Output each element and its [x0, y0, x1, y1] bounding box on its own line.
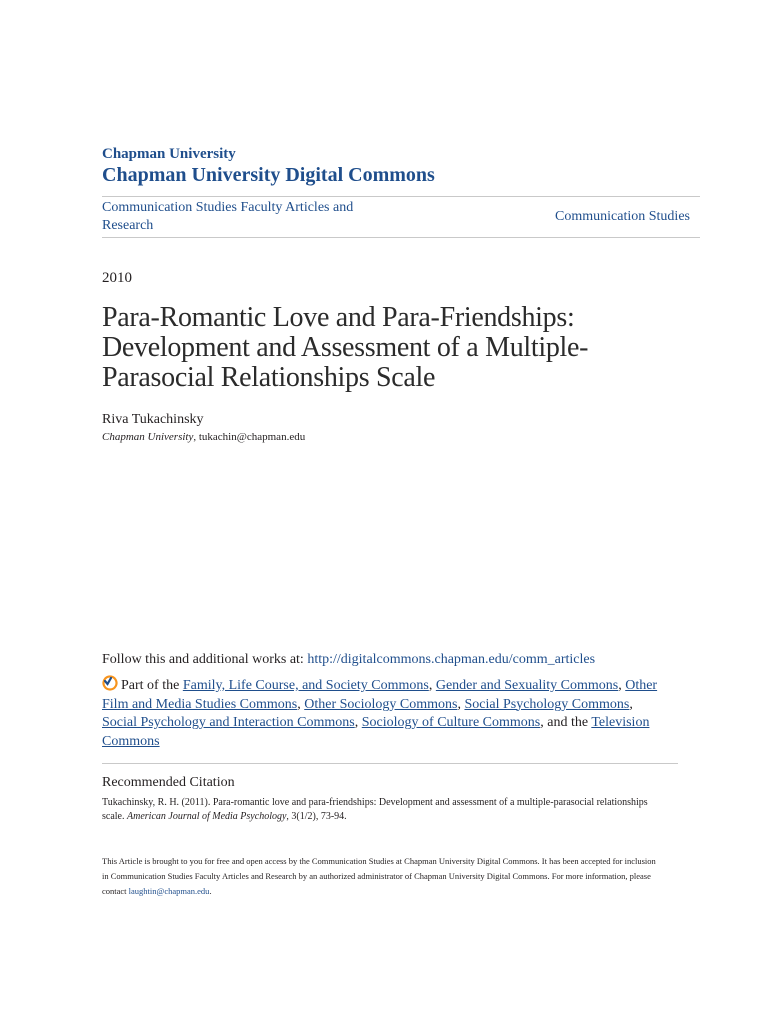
series-bar	[102, 196, 700, 238]
citation-journal: American Journal of Media Psychology	[127, 811, 287, 822]
affiliation-email: , tukachin@chapman.edu	[193, 431, 306, 443]
section-divider	[102, 763, 678, 764]
citation-heading: Recommended Citation	[102, 775, 235, 790]
discipline-link[interactable]: Social Psychology Commons	[464, 696, 630, 712]
separator: ,	[618, 678, 626, 693]
discipline-link[interactable]: Other Film and Media Studies Commons	[102, 678, 658, 712]
institution-header	[102, 145, 435, 187]
discipline-link[interactable]: Television Commons	[102, 715, 650, 749]
discipline-link[interactable]: Gender and Sexuality Commons	[435, 678, 619, 693]
follow-line	[102, 652, 595, 668]
discipline-link[interactable]: Sociology of Culture Commons	[361, 715, 541, 730]
contact-email-link[interactable]: laughtin@chapman.edu	[128, 886, 210, 896]
access-notice	[102, 854, 662, 899]
author-name: Riva Tukachinsky	[102, 412, 204, 427]
department-link[interactable]: Communication Studies	[555, 209, 690, 224]
citation-tail: , 3(1/2), 73-94.	[286, 811, 347, 822]
and-the-separator: , and the	[540, 715, 592, 730]
discipline-link[interactable]: Other Sociology Commons	[304, 696, 458, 712]
follow-url-link[interactable]: http://digitalcommons.chapman.edu/comm_articles	[307, 652, 596, 667]
affiliation-institution: Chapman University	[102, 431, 194, 443]
open-access-icon	[102, 675, 118, 691]
follow-prefix: Follow this and additional works at:	[102, 652, 308, 667]
collection-link[interactable]: Communication Studies Faculty Articles and Research	[102, 200, 354, 233]
repository-name[interactable]: Chapman University Digital Commons	[102, 164, 435, 186]
citation-main: Tukachinsky, R. H. (2011). Para-romantic love and para-friendships: Development and assessment of a multiple-parasocial relationships scale.	[102, 797, 648, 822]
citation-text	[102, 796, 662, 824]
author-affiliation	[102, 431, 305, 443]
access-notice-end: .	[209, 886, 212, 896]
institution-name[interactable]: Chapman University	[102, 146, 236, 162]
separator: ,	[297, 696, 305, 712]
part-of-prefix: Part of the	[121, 678, 183, 693]
separator: ,	[629, 696, 633, 712]
discipline-link[interactable]: Family, Life Course, and Society Commons	[182, 678, 429, 693]
separator: ,	[354, 715, 362, 730]
part-of-section	[102, 675, 667, 751]
access-notice-text: This Article is brought to you for free and open access by the Communication Studies at Chapman University Digital Commons. It has been accepted for inclusion in Communication Studies Faculty Articles and Research by an authorized administrator of Chapman University Digital Commons. For more information, please contact	[102, 856, 656, 896]
article-title: Para-Romantic Love and Para-Friendships: Development and Assessment of a Multiple-Parasocial Relationships Scale	[102, 302, 589, 393]
publication-year: 2010	[102, 270, 132, 286]
discipline-link[interactable]: Social Psychology and Interaction Commons	[102, 715, 355, 730]
separator: ,	[428, 678, 436, 693]
separator: ,	[457, 696, 465, 712]
